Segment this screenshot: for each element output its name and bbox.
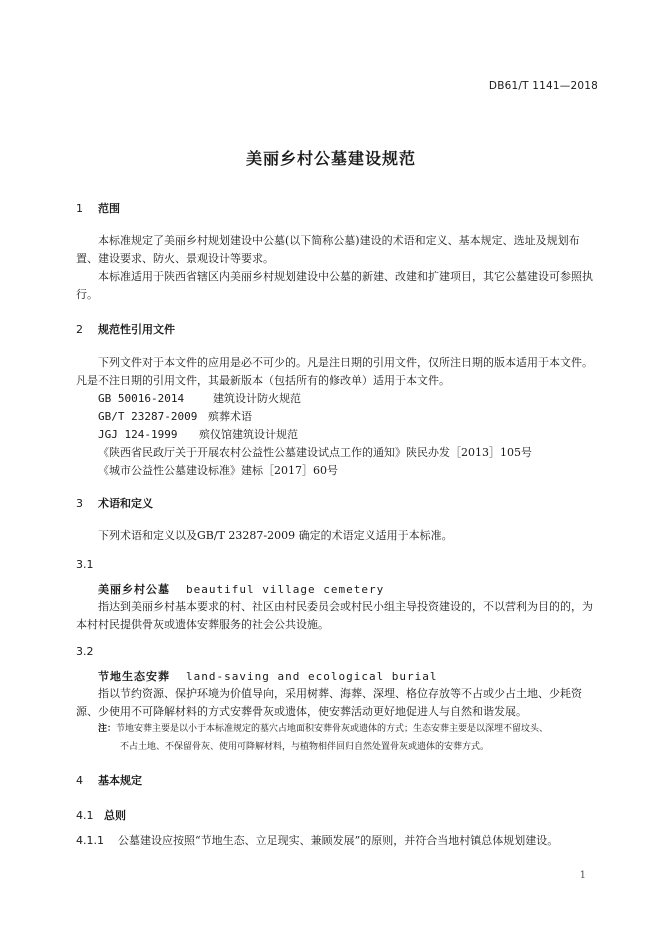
section-title: 规范性引用文件 bbox=[98, 323, 175, 336]
section-4-heading bbox=[76, 772, 142, 788]
reference-name: 殡仪馆建筑设计规范 bbox=[199, 428, 298, 441]
term-definition: 指以节约资源、保护环境为价值导向，采用树葬、海葬、深埋、格位存放等不占或少占土地、少耗资源、少使用不可降解材料的方式安葬骨灰或遗体，使安葬活动更好地促进人与自然和谐发展。 bbox=[76, 687, 582, 718]
section-1-paragraph-1: 本标准规定了美丽乡村规划建设中公墓(以下简称公墓)建设的术语和定义、基本规定、选址及规划布置、建设要求、防火、景观设计等要求。 bbox=[76, 234, 580, 265]
term-number: 3.1 bbox=[76, 558, 94, 571]
section-number: 4 bbox=[76, 774, 83, 787]
clause bbox=[76, 832, 558, 848]
reference-item bbox=[98, 426, 298, 442]
term-english: land-saving and ecological burial bbox=[186, 670, 438, 683]
section-1-heading bbox=[76, 200, 120, 216]
term-chinese: 节地生态安葬 bbox=[98, 670, 170, 683]
term-chinese: 美丽乡村公墓 bbox=[98, 583, 170, 596]
section-3-heading bbox=[76, 495, 153, 511]
section-title: 术语和定义 bbox=[98, 497, 153, 510]
reference-code: GB 50016-2014 bbox=[98, 392, 185, 405]
section-number: 2 bbox=[76, 323, 83, 336]
section-2-intro: 下列文件对于本文件的应用是必不可少的。凡是注日期的引用文件，仅所注日期的版本适用于本文件。凡是不注日期的引用文件，其最新版本（包括所有的修改单）适用于本文件。 bbox=[76, 356, 593, 387]
reference-code: JGJ 124-1999 bbox=[98, 428, 178, 441]
section-2-heading bbox=[76, 321, 175, 337]
term-number: 3.2 bbox=[76, 645, 94, 658]
reference-name: 建筑设计防火规范 bbox=[213, 392, 301, 405]
section-3-intro: 下列术语和定义以及GB/T 23287-2009 确定的术语定义适用于本标准。 bbox=[98, 529, 453, 542]
term-heading bbox=[98, 668, 438, 684]
clause-number: 4.1.1 bbox=[76, 834, 104, 847]
note-label: 注： bbox=[98, 724, 117, 734]
term-heading bbox=[98, 581, 384, 597]
term-english: beautiful village cemetery bbox=[186, 583, 385, 596]
section-title: 范围 bbox=[98, 202, 120, 215]
note-line: 节地安葬主要是以小于本标准规定的墓穴占地面积安葬骨灰或遗体的方式；生态安葬主要是以深埋不留坟头、 bbox=[116, 724, 549, 734]
page-number: 1 bbox=[579, 870, 586, 881]
reference-name: 《陕西省民政厅关于开展农村公益性公墓建设试点工作的通知》陕民办发［2013］105号 bbox=[98, 446, 532, 459]
reference-item bbox=[98, 462, 338, 478]
reference-code: GB/T 23287-2009 bbox=[98, 410, 198, 423]
term-definition: 指达到美丽乡村基本要求的村、社区由村民委员会或村民小组主导投资建设的，不以营利为目的的，为本村村民提供骨灰或遗体安葬服务的社会公共设施。 bbox=[76, 600, 593, 631]
document-code: DB61/T 1141—2018 bbox=[488, 80, 598, 92]
subsection-heading bbox=[76, 807, 126, 823]
subsection-title: 总则 bbox=[104, 809, 126, 822]
reference-name: 《城市公益性公墓建设标准》建标［2017］60号 bbox=[98, 464, 338, 477]
section-number: 1 bbox=[76, 202, 83, 215]
section-number: 3 bbox=[76, 497, 83, 510]
reference-name: 殡葬术语 bbox=[208, 410, 252, 423]
page-title: 美丽乡村公墓建设规范 bbox=[245, 149, 416, 168]
section-1-paragraph-2: 本标准适用于陕西省辖区内美丽乡村规划建设中公墓的新建、改建和扩建项目，其它公墓建设可参照执行。 bbox=[76, 270, 593, 301]
reference-item bbox=[98, 408, 252, 424]
section-title: 基本规定 bbox=[98, 774, 142, 787]
reference-item bbox=[98, 444, 532, 460]
clause-text: 公墓建设应按照“节地生态、立足现实、兼顾发展”的原则，并符合当地村镇总体规划建设。 bbox=[118, 834, 559, 847]
note-line: 不占土地、不保留骨灰、使用可降解材料，与植物相伴回归自然处置骨灰或遗体的安葬方式。 bbox=[120, 742, 490, 752]
subsection-number: 4.1 bbox=[76, 809, 94, 822]
note bbox=[98, 720, 608, 756]
reference-item bbox=[98, 390, 301, 406]
